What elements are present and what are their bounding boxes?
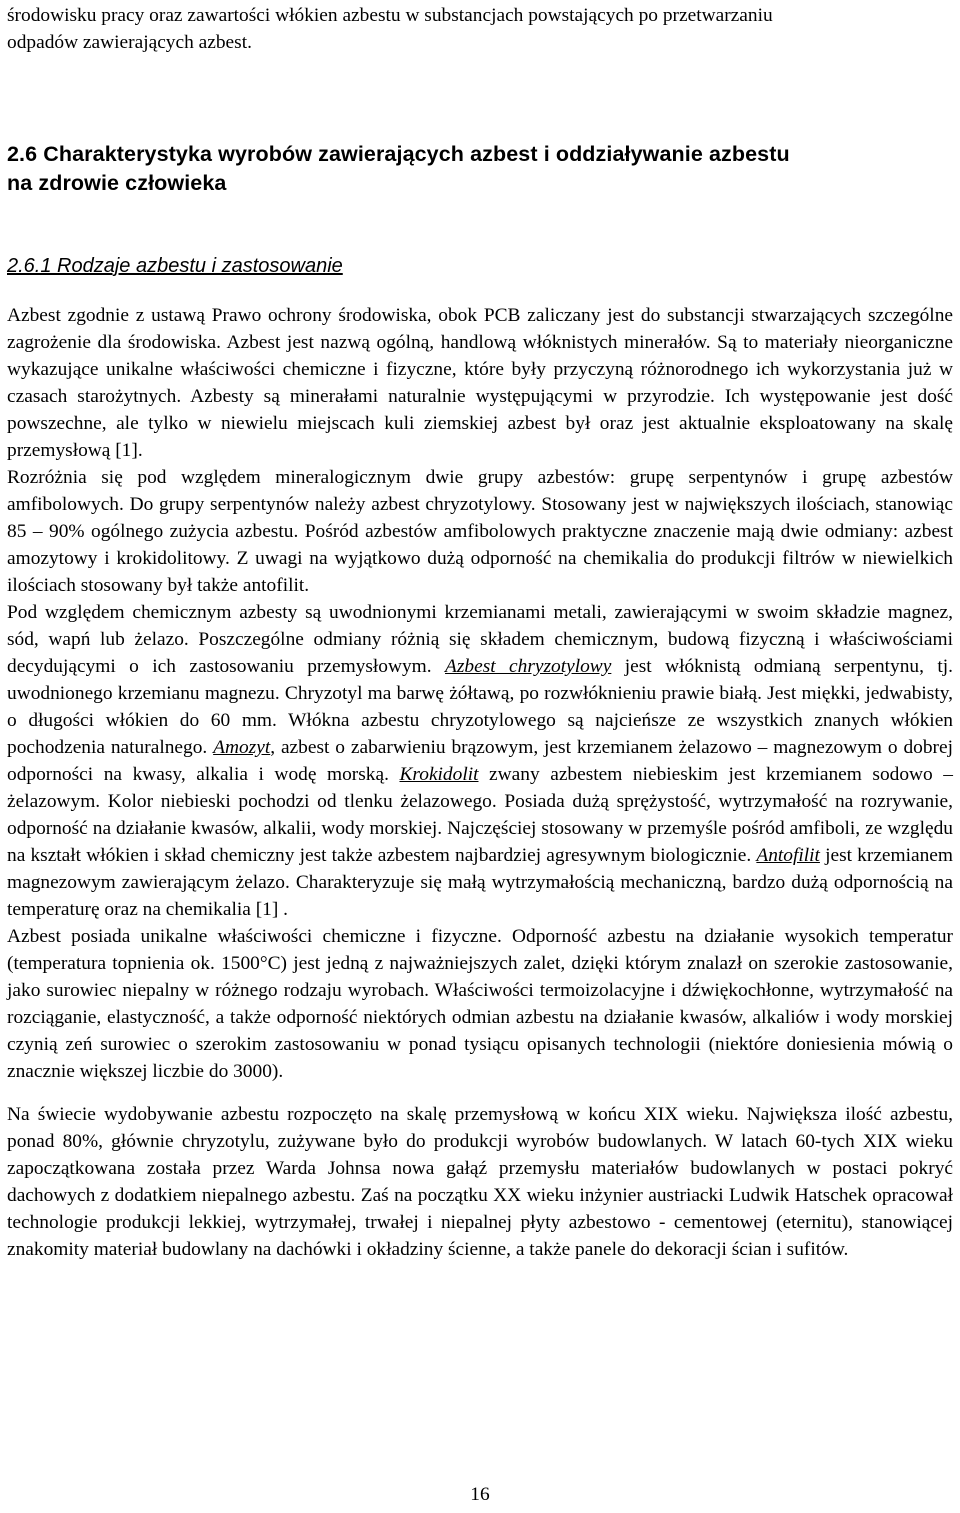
intro-line-2: odpadów zawierających azbest. xyxy=(7,32,252,53)
paragraph-3-segment-5: jest krzemianem magnezowym zawierającym żelazo. Charakteryzuje się małą wytrzymałością mechaniczną, bardzo dużą odpornością na temperaturę oraz na chemikalia [1] . xyxy=(7,845,953,920)
term-amozyt: Amozyt xyxy=(213,737,271,758)
intro-line-1: środowisku pracy oraz zawartości włókien azbestu w substancjach powstających po przetwarzaniu xyxy=(7,5,773,26)
term-azbest-chryzotylowy: Azbest chryzotylowy xyxy=(445,656,612,677)
section-heading-line-2: na zdrowie człowieka xyxy=(7,171,227,195)
paragraph-3-segment-1: Pod względem chemicznym azbesty są uwodnionymi krzemianami metali, zawierającymi w swoim składzie magnez, sód, wapń lub żelazo. Poszczególne odmiany różnią się składem chemicznym, budową fizyczną i właściwościami decydującymi o ich zastosowaniu przemysłowym. xyxy=(7,602,953,677)
section-heading-line-1: 2.6 Charakterystyka wyrobów zawierających azbest i oddziaływanie azbestu xyxy=(7,142,790,166)
paragraph-5: Na świecie wydobywanie azbestu rozpoczęto na skalę przemysłową w końcu XIX wieku. Największa ilość azbestu, ponad 80%, głównie chryzotylu, zużywane było do produkcji wyrobów budowlanych. W latach 60-tych XIX wieku zapoczątkowana została przez Warda Johnsa nowa gałąź przemysłu materiałów budowlanych w postaci pokryć dachowych z dodatkiem niepalnego azbestu. Zaś na początku XX wieku inżynier austriacki Ludwik Hatschek opracował technologie produkcji lekkiej, wytrzymałej, trwałej i niepalnej płyty azbestowo - cementowej (eternitu), stanowiącej znakomity materiał budowlany na dachówki i okładziny ścienne, a także panele do dekoracji ścian i sufitów. xyxy=(7,1104,953,1260)
intro-continuation xyxy=(7,2,953,56)
term-antofilit: Antofilit xyxy=(756,845,820,866)
paragraph-2: Rozróżnia się pod względem mineralogicznym dwie grupy azbestów: grupę serpentynów i grupę azbestów amfibolowych. Do grupy serpentynów należy azbest chryzotylowy. Stosowany jest w największych ilościach, stanowiąc 85 – 90% ogólnego zużycia azbestu. Pośród azbestów amfibolowych praktyczne znaczenie mają dwie odmiany: azbest amozytowy i krokidolitowy. Z uwagi na wyjątkowo dużą odporność na chemikalia do produkcji filtrów w niewielkich ilościach stosowany był także antofilit. xyxy=(7,467,953,596)
paragraph-3 xyxy=(7,599,953,923)
subsection-heading: 2.6.1 Rodzaje azbestu i zastosowanie xyxy=(7,255,343,277)
paragraph-4: Azbest posiada unikalne właściwości chemiczne i fizyczne. Odporność azbestu na działanie wysokich temperatur (temperatura topnienia ok. 1500°C) jest jedną z najważniejszych zalet, dzięki którym znalazł on szerokie zastosowanie, jako surowiec niepalny w różnego rodzaju wyrobach. Właściwości termoizolacyjne i dźwiękochłonne, wytrzymałość na rozciąganie, elastyczność, a także odporność niektórych odmian azbestu na działanie kwasów, alkaliów i wody morskiej czynią zeń surowiec o szerokim zastosowaniu w ponad tysiącu opisanych technologii (niektóre doniesienia mówią o znacznie większej liczbie do 3000). xyxy=(7,926,953,1082)
paragraph-1: Azbest zgodnie z ustawą Prawo ochrony środowiska, obok PCB zaliczany jest do substancji stwarzających szczególne zagrożenie dla środowiska. Azbest jest nazwą ogólną, handlową włóknistych minerałów. Są to materiały nieorganiczne wykazujące unikalne właściwości chemiczne i fizyczne, które były przyczyną różnorodnego ich wykorzystania już w czasach starożytnych. Azbesty są minerałami naturalnie występującymi w przyrodzie. Ich występowanie jest dość powszechne, ale tylko w niewielu miejscach kuli ziemskiej azbest był oraz jest aktualnie eksploatowany na skalę przemysłową [1]. xyxy=(7,305,953,461)
paragraph-3-segment-3: , azbest o zabarwieniu brązowym, jest krzemianem żelazowo – magnezowym o dobrej odporności na kwasy, alkalia i wodę morską. xyxy=(7,737,953,785)
paragraph-3-segment-2: jest włóknistą odmianą serpentynu, tj. uwodnionego krzemianu magnezu. Chryzotyl ma barwę żółtawą, po rozwłóknieniu prawie białą. Jest miękki, jedwabisty, o długości włókien do 60 mm. Włókna azbestu chryzotylowego są najcieńsze ze wszystkich znanych włókien pochodzenia naturalnego. xyxy=(7,656,953,758)
section-heading xyxy=(7,140,953,198)
term-krokidolit: Krokidolit xyxy=(399,764,479,785)
paragraph-3-segment-4: zwany azbestem niebieskim jest krzemianem sodowo – żelazowym. Kolor niebieski pochodzi od tlenku żelazowego. Posiada dużą sprężystość, wytrzymałość na rozrywanie, odporność na działanie kwasów, alkalii, wody morskiej. Najczęściej stosowany w przemyśle pośród amfiboli, ze względu na kształt włókien i skład chemiczny jest także azbestem najbardziej agresywnym biologicznie. xyxy=(7,764,953,866)
page-number: 16 xyxy=(470,1484,490,1505)
